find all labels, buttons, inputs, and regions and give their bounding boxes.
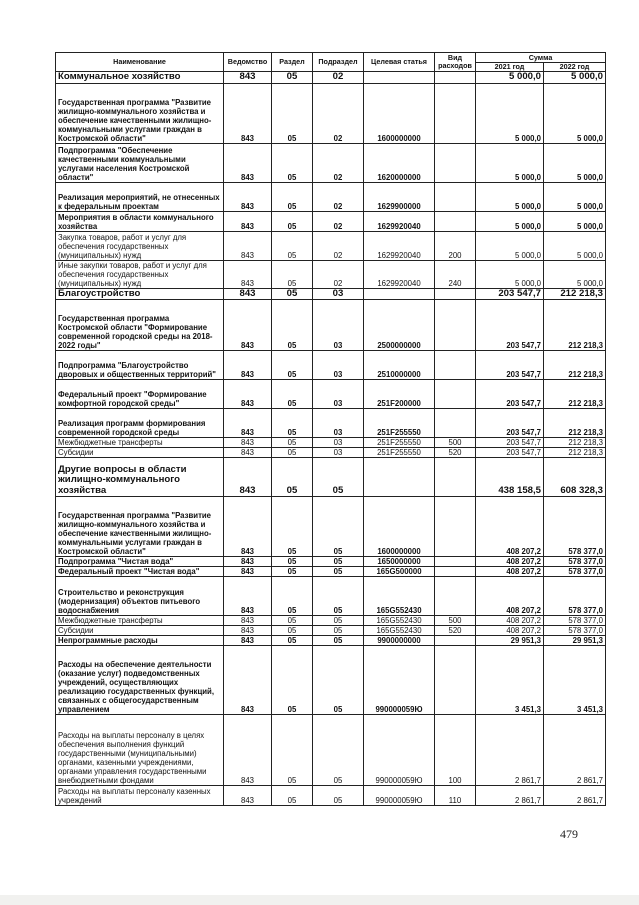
- row-podrazdel: 03: [313, 438, 364, 448]
- row-vid: [435, 380, 476, 409]
- row-podrazdel: 02: [313, 211, 364, 231]
- table-row: [56, 567, 606, 577]
- row-razdel: 05: [272, 786, 313, 806]
- row-razdel: 05: [272, 260, 313, 288]
- row-vedomstvo: 843: [224, 409, 272, 438]
- row-name: Коммунальное хозяйство: [56, 72, 224, 84]
- row-name: Федеральный проект "Чистая вода": [56, 567, 224, 577]
- table-row: [56, 577, 606, 616]
- row-vedomstvo: 843: [224, 380, 272, 409]
- header-vedomstvo: Ведомство: [224, 53, 272, 72]
- row-name: Расходы на выплаты персоналу казенных учреждений: [56, 786, 224, 806]
- row-vid: 110: [435, 786, 476, 806]
- row-name: Подпрограмма "Обеспечение качественными коммунальными услугами населения Костромской области": [56, 143, 224, 182]
- row-target: 251F255550: [364, 409, 435, 438]
- row-vedomstvo: 843: [224, 458, 272, 497]
- row-target: 9900000000: [364, 636, 435, 646]
- row-razdel: 05: [272, 72, 313, 84]
- row-razdel: 05: [272, 409, 313, 438]
- row-sum-2021: 5 000,0: [476, 231, 544, 260]
- row-name: Субсидии: [56, 626, 224, 636]
- row-vid: [435, 567, 476, 577]
- row-sum-2022: 212 218,3: [544, 288, 606, 300]
- table-row: [56, 260, 606, 288]
- row-vid: [435, 557, 476, 567]
- row-vedomstvo: 843: [224, 786, 272, 806]
- row-vid: [435, 646, 476, 715]
- row-vid: [435, 143, 476, 182]
- row-podrazdel: 05: [313, 577, 364, 616]
- row-razdel: 05: [272, 143, 313, 182]
- row-target: 990000059Ю: [364, 715, 435, 786]
- row-razdel: 05: [272, 616, 313, 626]
- row-sum-2021: 203 547,7: [476, 448, 544, 458]
- row-sum-2021: 5 000,0: [476, 182, 544, 211]
- row-target: 990000059Ю: [364, 786, 435, 806]
- table-row: [56, 288, 606, 300]
- row-target: [364, 288, 435, 300]
- table-row: [56, 497, 606, 557]
- row-target: 1600000000: [364, 83, 435, 143]
- row-target: 2510000000: [364, 351, 435, 380]
- table-row: [56, 143, 606, 182]
- row-podrazdel: 03: [313, 300, 364, 351]
- row-vid: [435, 577, 476, 616]
- table-row: [56, 231, 606, 260]
- row-sum-2022: 578 377,0: [544, 626, 606, 636]
- row-vid: 200: [435, 231, 476, 260]
- row-vedomstvo: 843: [224, 211, 272, 231]
- row-vedomstvo: 843: [224, 636, 272, 646]
- row-vedomstvo: 843: [224, 557, 272, 567]
- row-name: Строительство и реконструкция (модернизация) объектов питьевого водоснабжения: [56, 577, 224, 616]
- row-sum-2021: 408 207,2: [476, 567, 544, 577]
- header-podrazdel: Подраздел: [313, 53, 364, 72]
- row-sum-2021: 5 000,0: [476, 72, 544, 84]
- table-row: [56, 786, 606, 806]
- row-name: Закупка товаров, работ и услуг для обеспечения государственных (муниципальных) нужд: [56, 231, 224, 260]
- row-sum-2021: 203 547,7: [476, 438, 544, 448]
- row-vid: 100: [435, 715, 476, 786]
- table-row: [56, 448, 606, 458]
- row-vedomstvo: 843: [224, 72, 272, 84]
- row-vedomstvo: 843: [224, 438, 272, 448]
- row-name: Реализация мероприятий, не отнесенных к федеральным проектам: [56, 182, 224, 211]
- row-target: [364, 458, 435, 497]
- row-podrazdel: 03: [313, 380, 364, 409]
- table-row: [56, 182, 606, 211]
- table-row: [56, 72, 606, 84]
- row-vid: [435, 182, 476, 211]
- row-sum-2021: 29 951,3: [476, 636, 544, 646]
- row-sum-2022: 5 000,0: [544, 182, 606, 211]
- row-razdel: 05: [272, 626, 313, 636]
- row-razdel: 05: [272, 211, 313, 231]
- row-podrazdel: 05: [313, 458, 364, 497]
- row-vedomstvo: 843: [224, 288, 272, 300]
- row-target: 251F200000: [364, 380, 435, 409]
- row-podrazdel: 05: [313, 567, 364, 577]
- row-target: 1629920040: [364, 260, 435, 288]
- row-vedomstvo: 843: [224, 646, 272, 715]
- row-sum-2022: 212 218,3: [544, 448, 606, 458]
- row-sum-2021: 203 547,7: [476, 288, 544, 300]
- table-row: [56, 438, 606, 448]
- row-vedomstvo: 843: [224, 351, 272, 380]
- row-name: Непрограммные расходы: [56, 636, 224, 646]
- row-target: 1650000000: [364, 557, 435, 567]
- row-sum-2021: 5 000,0: [476, 211, 544, 231]
- row-sum-2022: 29 951,3: [544, 636, 606, 646]
- row-vedomstvo: 843: [224, 577, 272, 616]
- row-sum-2022: 3 451,3: [544, 646, 606, 715]
- row-sum-2022: 212 218,3: [544, 300, 606, 351]
- row-sum-2022: 5 000,0: [544, 260, 606, 288]
- row-razdel: 05: [272, 83, 313, 143]
- row-sum-2021: 203 547,7: [476, 380, 544, 409]
- row-target: 165G500000: [364, 567, 435, 577]
- row-sum-2022: 212 218,3: [544, 380, 606, 409]
- row-name: Мероприятия в области коммунального хозяйства: [56, 211, 224, 231]
- row-sum-2022: 578 377,0: [544, 567, 606, 577]
- row-podrazdel: 05: [313, 616, 364, 626]
- row-vedomstvo: 843: [224, 497, 272, 557]
- row-sum-2022: 578 377,0: [544, 616, 606, 626]
- table-row: [56, 626, 606, 636]
- row-razdel: 05: [272, 380, 313, 409]
- row-target: 251F255550: [364, 448, 435, 458]
- row-target: 165G552430: [364, 616, 435, 626]
- header-target: Целевая статья: [364, 53, 435, 72]
- row-target: 1620000000: [364, 143, 435, 182]
- row-podrazdel: 03: [313, 409, 364, 438]
- row-razdel: 05: [272, 715, 313, 786]
- row-razdel: 05: [272, 300, 313, 351]
- row-sum-2021: 408 207,2: [476, 626, 544, 636]
- row-podrazdel: 05: [313, 715, 364, 786]
- header-razdel: Раздел: [272, 53, 313, 72]
- table-row: [56, 636, 606, 646]
- scan-bottom-band: [0, 895, 639, 905]
- row-razdel: 05: [272, 182, 313, 211]
- row-sum-2021: 408 207,2: [476, 616, 544, 626]
- table-row: [56, 351, 606, 380]
- row-vid: [435, 211, 476, 231]
- row-podrazdel: 02: [313, 231, 364, 260]
- row-target: 165G552430: [364, 626, 435, 636]
- row-vedomstvo: 843: [224, 616, 272, 626]
- row-vedomstvo: 843: [224, 567, 272, 577]
- table-row: [56, 380, 606, 409]
- row-vedomstvo: 843: [224, 300, 272, 351]
- row-name: Расходы на выплаты персоналу в целях обеспечения выполнения функций государственными (муниципальными) органами, казенными учреждениями, органами управления государственными внебюджетными фондами: [56, 715, 224, 786]
- row-razdel: 05: [272, 497, 313, 557]
- header-year-2021: 2021 год: [476, 63, 544, 72]
- row-sum-2022: 2 861,7: [544, 786, 606, 806]
- row-vedomstvo: 843: [224, 182, 272, 211]
- table-body: [56, 72, 606, 806]
- row-vid: 520: [435, 626, 476, 636]
- row-podrazdel: 05: [313, 497, 364, 557]
- row-vedomstvo: 843: [224, 231, 272, 260]
- row-vid: 520: [435, 448, 476, 458]
- row-sum-2021: 2 861,7: [476, 786, 544, 806]
- row-target: 1629920040: [364, 231, 435, 260]
- table-row: [56, 211, 606, 231]
- row-name: Государственная программа "Развитие жилищно-коммунального хозяйства и обеспечение качественными жилищно-коммунальными услугами граждан в Костромской области": [56, 83, 224, 143]
- table-row: [56, 300, 606, 351]
- row-podrazdel: 02: [313, 143, 364, 182]
- row-vid: [435, 636, 476, 646]
- row-sum-2022: 578 377,0: [544, 577, 606, 616]
- row-sum-2022: 2 861,7: [544, 715, 606, 786]
- row-sum-2021: 5 000,0: [476, 143, 544, 182]
- row-razdel: 05: [272, 577, 313, 616]
- row-razdel: 05: [272, 458, 313, 497]
- row-razdel: 05: [272, 351, 313, 380]
- row-sum-2021: 5 000,0: [476, 83, 544, 143]
- row-vid: 500: [435, 438, 476, 448]
- row-sum-2021: 203 547,7: [476, 300, 544, 351]
- row-vedomstvo: 843: [224, 83, 272, 143]
- row-podrazdel: 05: [313, 557, 364, 567]
- row-vid: [435, 409, 476, 438]
- row-sum-2021: 3 451,3: [476, 646, 544, 715]
- page-number: 479: [560, 827, 578, 841]
- row-sum-2021: 203 547,7: [476, 409, 544, 438]
- row-vid: [435, 72, 476, 84]
- row-sum-2021: 5 000,0: [476, 260, 544, 288]
- row-sum-2022: 608 328,3: [544, 458, 606, 497]
- row-vid: [435, 83, 476, 143]
- row-razdel: 05: [272, 646, 313, 715]
- row-name: Благоустройство: [56, 288, 224, 300]
- row-target: 1600000000: [364, 497, 435, 557]
- row-name: Подпрограмма "Благоустройство дворовых и общественных территорий": [56, 351, 224, 380]
- row-target: 1629900000: [364, 182, 435, 211]
- row-sum-2021: 408 207,2: [476, 557, 544, 567]
- row-vid: [435, 458, 476, 497]
- row-sum-2022: 5 000,0: [544, 72, 606, 84]
- table-row: [56, 616, 606, 626]
- row-podrazdel: 05: [313, 636, 364, 646]
- row-vedomstvo: 843: [224, 715, 272, 786]
- row-sum-2021: 2 861,7: [476, 715, 544, 786]
- row-sum-2022: 212 218,3: [544, 409, 606, 438]
- table-row: [56, 646, 606, 715]
- table-row: [56, 557, 606, 567]
- row-podrazdel: 03: [313, 288, 364, 300]
- row-name: Другие вопросы в области жилищно-коммунального хозяйства: [56, 458, 224, 497]
- row-razdel: 05: [272, 438, 313, 448]
- row-podrazdel: 03: [313, 351, 364, 380]
- row-name: Субсидии: [56, 448, 224, 458]
- header-name: Наименование: [56, 53, 224, 72]
- row-podrazdel: 05: [313, 786, 364, 806]
- row-name: Государственная программа "Развитие жилищно-коммунального хозяйства и обеспечение качественными жилищно-коммунальными услугами граждан в Костромской области": [56, 497, 224, 557]
- row-name: Межбюджетные трансферты: [56, 616, 224, 626]
- row-target: 990000059Ю: [364, 646, 435, 715]
- row-vedomstvo: 843: [224, 448, 272, 458]
- row-sum-2022: 5 000,0: [544, 231, 606, 260]
- row-target: 2500000000: [364, 300, 435, 351]
- row-name: Государственная программа Костромской области "Формирование современной городской среды на 2018-2022 годы": [56, 300, 224, 351]
- header-vid: Вид расходов: [435, 53, 476, 72]
- row-podrazdel: 02: [313, 182, 364, 211]
- row-name: Подпрограмма "Чистая вода": [56, 557, 224, 567]
- row-sum-2022: 578 377,0: [544, 557, 606, 567]
- row-podrazdel: 02: [313, 260, 364, 288]
- row-sum-2022: 578 377,0: [544, 497, 606, 557]
- row-target: 251F255550: [364, 438, 435, 448]
- row-target: 1629920040: [364, 211, 435, 231]
- budget-table: [55, 52, 606, 806]
- row-sum-2022: 212 218,3: [544, 438, 606, 448]
- row-razdel: 05: [272, 557, 313, 567]
- table-row: [56, 83, 606, 143]
- row-vid: [435, 288, 476, 300]
- table-row: [56, 715, 606, 786]
- row-sum-2021: 408 207,2: [476, 577, 544, 616]
- row-razdel: 05: [272, 567, 313, 577]
- row-sum-2022: 5 000,0: [544, 211, 606, 231]
- row-vedomstvo: 843: [224, 626, 272, 636]
- row-name: Расходы на обеспечение деятельности (оказание услуг) подведомственных учреждений, осуществляющих реализацию государственных функций, связанных с общегосударственным управлением: [56, 646, 224, 715]
- row-razdel: 05: [272, 636, 313, 646]
- row-vid: [435, 497, 476, 557]
- header-year-2022: 2022 год: [544, 63, 606, 72]
- row-vedomstvo: 843: [224, 260, 272, 288]
- row-target: 165G552430: [364, 577, 435, 616]
- row-name: Реализация программ формирования современной городской среды: [56, 409, 224, 438]
- row-name: Иные закупки товаров, работ и услуг для обеспечения государственных (муниципальных) нужд: [56, 260, 224, 288]
- row-vid: [435, 351, 476, 380]
- row-sum-2022: 5 000,0: [544, 83, 606, 143]
- row-podrazdel: 02: [313, 72, 364, 84]
- row-razdel: 05: [272, 231, 313, 260]
- row-sum-2021: 203 547,7: [476, 351, 544, 380]
- row-name: Межбюджетные трансферты: [56, 438, 224, 448]
- row-podrazdel: 05: [313, 626, 364, 636]
- row-razdel: 05: [272, 448, 313, 458]
- row-podrazdel: 03: [313, 448, 364, 458]
- row-vid: 500: [435, 616, 476, 626]
- row-podrazdel: 02: [313, 83, 364, 143]
- table-row: [56, 409, 606, 438]
- header-sum: Сумма: [476, 53, 606, 63]
- row-name: Федеральный проект "Формирование комфортной городской среды": [56, 380, 224, 409]
- row-sum-2021: 408 207,2: [476, 497, 544, 557]
- row-vedomstvo: 843: [224, 143, 272, 182]
- row-sum-2022: 212 218,3: [544, 351, 606, 380]
- row-podrazdel: 05: [313, 646, 364, 715]
- row-razdel: 05: [272, 288, 313, 300]
- table-row: [56, 458, 606, 497]
- row-sum-2021: 438 158,5: [476, 458, 544, 497]
- row-sum-2022: 5 000,0: [544, 143, 606, 182]
- row-target: [364, 72, 435, 84]
- row-vid: 240: [435, 260, 476, 288]
- row-vid: [435, 300, 476, 351]
